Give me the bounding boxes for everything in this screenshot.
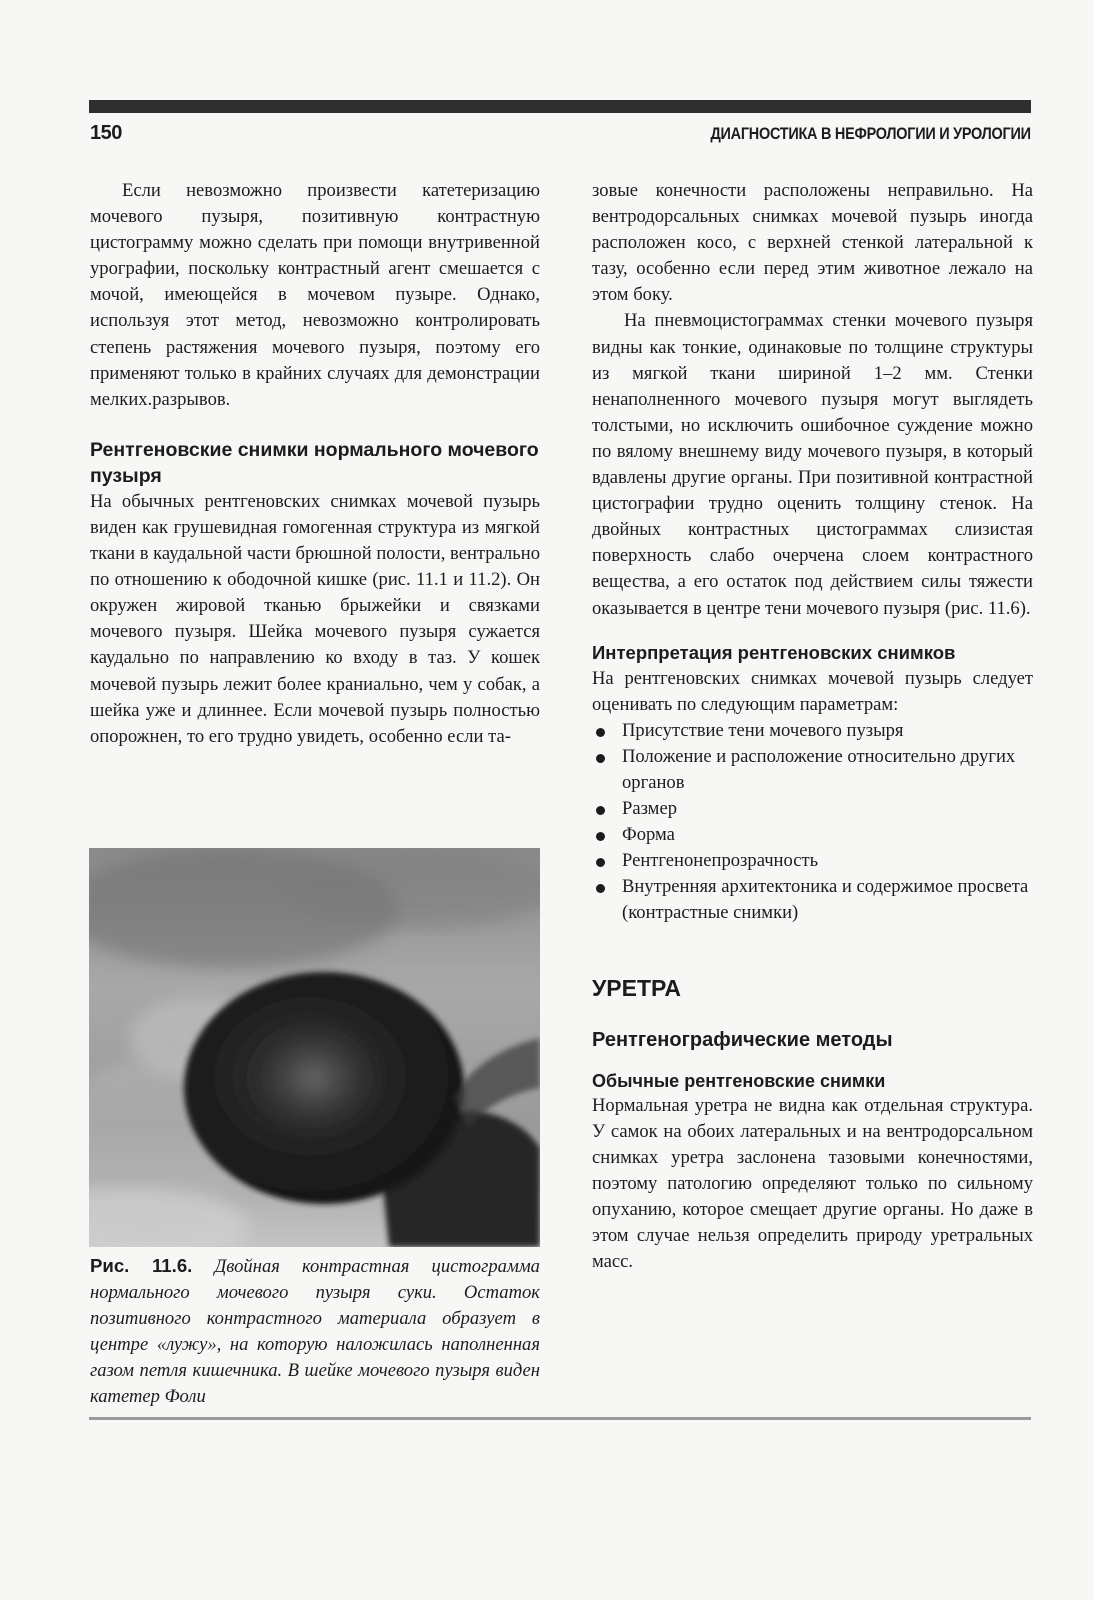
- subsection-heading: Интерпретация рентгеновских снимков: [592, 641, 956, 663]
- list-item: Размер: [592, 796, 1033, 822]
- paragraph: зовые конечности расположены неправильно. На вентродорсальных снимках мочевой пузырь иногда расположен косо, с верхней стенкой латеральной к тазу, особенно если перед этим животное лежало на этом боку.: [592, 180, 1033, 306]
- running-title: ДИАГНОСТИКА В НЕФРОЛОГИИ И УРОЛОГИИ: [710, 124, 1031, 143]
- figure-caption: [90, 1253, 540, 1411]
- right-column: [592, 178, 1033, 1275]
- section-heading: Рентгенографические методы: [592, 1028, 893, 1051]
- parameter-list: [592, 718, 1033, 927]
- left-column: [90, 178, 540, 750]
- list-item: Положение и расположение относительно других органов: [592, 744, 1033, 796]
- paragraph: На обычных рентгеновских снимках мочевой пузырь виден как грушевидная гомогенная структура из мягкой ткани в каудальной части брюшной полости, вентрально по отношению к ободочной кишке (рис. 11.1 и 11.2). Он окружен жировой тканью брыжейки и связками мочевого пузыря. Шейка мочевого пузыря сужается каудально по направлению ко входу в таз. У кошек мочевой пузырь лежит более краниально, чем у собак, а шейка уже и длиннее. Если мочевой пузырь полностью опорожнен, то его трудно увидеть, особенно если та-: [90, 490, 540, 747]
- paragraph: На рентгеновских снимках мочевой пузырь следует оценивать по следующим параметрам:: [592, 667, 1033, 715]
- cystogram-image: [89, 848, 540, 1247]
- list-item: Рентгенонепрозрачность: [592, 848, 1033, 874]
- subsection-heading: Обычные рентгеновские снимки: [592, 1070, 886, 1091]
- footer-rule: [89, 1417, 1031, 1420]
- list-item: Форма: [592, 822, 1033, 848]
- page-number: 150: [90, 122, 122, 144]
- xray-figure: [89, 848, 540, 1247]
- paragraph: Нормальная уретра не видна как отдельная структура. У самок на обоих латеральных и на вентродорсальном снимках уретра заслонена тазовыми конечностями, поэтому патологию определяют только по сильному опуханию, которое смещает другие органы. Но даже в этом случае нельзя определить природу уретральных масс.: [592, 1094, 1033, 1273]
- paragraph: На пневмоцистограммах стенки мочевого пузыря видны как тонкие, одинаковые по толщине структуры из мягкой ткани шириной 1–2 мм. Стенки ненаполненного мочевого пузыря могут выглядеть толстыми, но исключить ошибочное суждение можно по вялому внешнему виду мочевого пузыря, в который вдавлены другие органы. При позитивной контрастной цистографии трудно оценить толщину стенок. На двойных контрастных цистограммах слизистая поверхность слабо очерчена слоем контрастного вещества, а его остаток под действием силы тяжести оказывается в центре тени мочевого пузыря (рис. 11.6).: [592, 310, 1033, 619]
- paragraph: Если невозможно произвести катетеризацию мочевого пузыря, позитивную контрастную цистограмму можно сделать при помощи внутривенной урографии, поскольку контрастный агент смешается с мочой, имеющейся в мочевом пузыре. Однако, используя этот метод, невозможно контролировать степень растяжения мочевого пузыря, поэтому его применяют только в крайних случаях для демонстрации мелких.разрывов.: [90, 180, 540, 410]
- figure-caption-text: Двойная контрастная цистограмма нормального мочевого пузыря суки. Остаток позитивного контрастного материала образует в центре «лужу», на которую наложилась наполненная газом петля кишечника. В шейке мочевого пузыря виден катетер Фоли: [90, 1256, 540, 1408]
- header-rule: [89, 100, 1031, 113]
- list-item: Внутренняя архитектоника и содержимое просвета (контрастные снимки): [592, 874, 1033, 926]
- section-heading: Рентгеновские снимки нормального мочевого пузыря: [90, 438, 539, 487]
- list-item: Присутствие тени мочевого пузыря: [592, 718, 1033, 744]
- chapter-section-heading: УРЕТРА: [592, 974, 681, 1001]
- figure-label: Рис. 11.6.: [90, 1255, 193, 1276]
